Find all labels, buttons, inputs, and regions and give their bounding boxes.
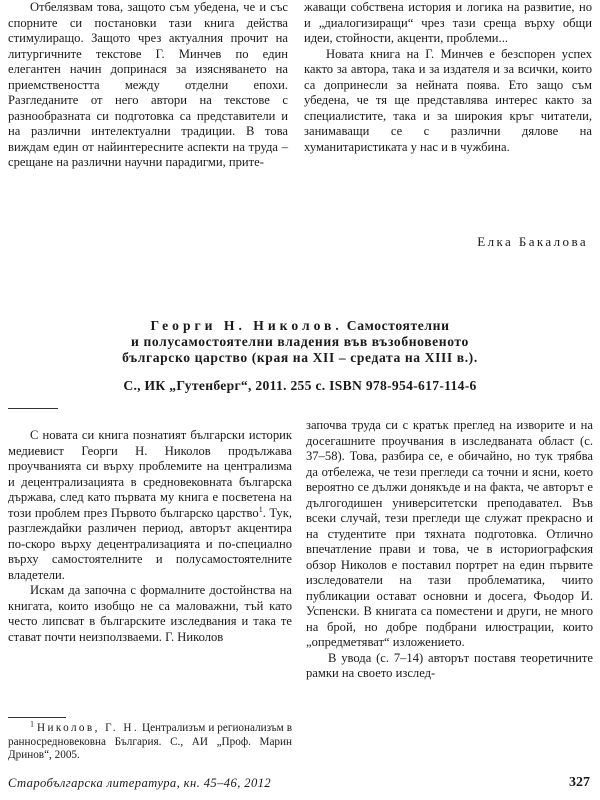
title-line-1 bbox=[10, 318, 590, 334]
article-right-column bbox=[306, 418, 593, 682]
section-divider bbox=[8, 408, 58, 409]
review-signature: Елка Бакалова bbox=[477, 234, 588, 249]
footnote-number: 1 bbox=[30, 719, 34, 729]
article-paragraph: Искам да започна с формалните достойнства на книгата, които изобщо не са маловажни, тъй като често липсват в българските изследвания и така те стават почти неизползваеми. Г. Николов bbox=[8, 583, 292, 644]
review-paragraph: Новата книга на Г. Минчев е безспорен успех както за автора, така и за издателя и за всички, които са допринесли за нейната поява. Ето защо съм убедена, че тя ще представлява интерес както за специалистите, така и за широкия кръг читатели, занимаващи се с различни дялове на хуманитаристиката у нас и в чужбина. bbox=[304, 46, 592, 154]
title-line-1-rest: Самостоятелни bbox=[346, 318, 450, 333]
article-left-column bbox=[8, 428, 292, 645]
page-number: 327 bbox=[569, 775, 590, 790]
article-heading bbox=[10, 318, 590, 394]
review-right-column bbox=[304, 0, 592, 155]
article-paragraph-text: . Тук, разглеждайки различен период, авторът акцентира по-скоро върху децентрализацията и по-специално върху самостоятелните и полусамостоятелните владетели. bbox=[8, 505, 292, 582]
title-line-3: българско царство (края на XII – средата на XIII в.). bbox=[122, 350, 478, 365]
review-left-column bbox=[8, 0, 288, 171]
article-paragraph: В увода (с. 7–14) авторът поставя теоретичните рамки на своето изслед- bbox=[306, 650, 593, 680]
article-paragraph-text: С новата си книга познатият български историк медиевист Георги Н. Николов продължава проучванията си върху проблемите на централизма и децентрализацията в средновековната българска държава, след като първата му книга е посветена на този проблем през Първото българско царство bbox=[8, 428, 292, 520]
footnote bbox=[8, 719, 292, 763]
bibliographic-info: С., ИК „Гутенберг“, 2011. 255 с. ISBN 978-954-617-114-6 bbox=[123, 378, 477, 393]
footnote-reference[interactable]: 1 bbox=[258, 504, 263, 514]
footnote-divider bbox=[8, 717, 66, 718]
title-line-2: и полусамостоятелни владения във възобновеното bbox=[131, 334, 469, 349]
title-author: Георги Н. Николов. bbox=[150, 318, 343, 333]
review-paragraph-continuation: жаващи собствена история и логика на развитие, но и „диалогизиращи“ чрез тази среща върху общи идеи, стойности, акценти, проблеми... bbox=[304, 0, 592, 45]
article-paragraph-continuation: започва труда си с кратък преглед на изворите и на досегашните проучвания в изследваната област (с. 37–58). Това, разбира се, е обичайно, но тук трябва да отбележа, че тези прегледи са точни и ясни, което вероятно се дължи донякъде и на факта, че авторът е дългогодишен университетски преподавател. Във всеки случай, тези прегледи ще служат прекрасно и на студентите при тяхната подготовка. Отлично впечатление прави и това, че в историографския обзор Николов е поставил портрет на един първите изследователи на тази проблематика, чиито публикации остават основни и досега, Фьодор И. Успенски. В книгата са поместени и други, не много на брой, но добре подбрани илюстрации, които „опредметяват“ изложението. bbox=[306, 418, 593, 649]
review-paragraph: Отбелязвам това, защото съм убедена, че и със спорните си постановки тази книга действа стимулиращо. Защото чрез актуалния прочит на литургичните текстове Г. Минчев по един елегантен начин допринася за изясняването на приемствеността между отделни епохи. Разгледаните от него автори на текстове с разнообразната си подготовка са представители и на различни интелектуални традиции. В това виждам един от найинтересните аспекти на труда – срещане на различни научни парадигми, прите- bbox=[8, 0, 288, 169]
footnote-author: Николов, Г. Н. bbox=[36, 722, 140, 734]
footnote-text: Централизъм и регионализъм в ранносредновековна България. С., АИ „Проф. Марин Дринов“, 2005. bbox=[8, 722, 292, 761]
journal-reference: Старобългарска литература, кн. 45–46, 2012 bbox=[8, 776, 272, 790]
article-paragraph bbox=[8, 428, 292, 583]
